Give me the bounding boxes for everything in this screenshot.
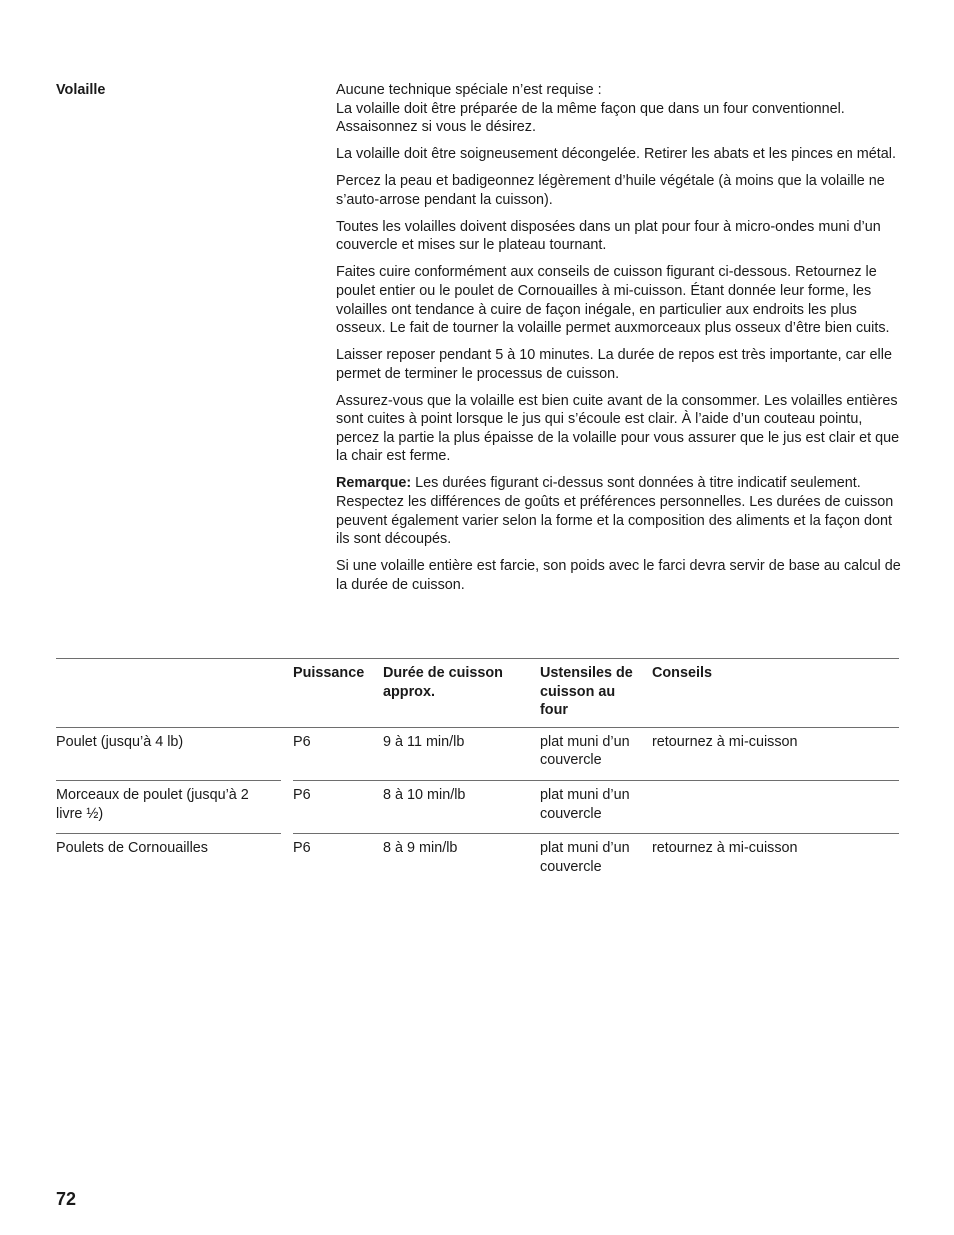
paragraph-rest: Laisser reposer pendant 5 à 10 minutes. La durée de repos est très importante, car elle permet de terminer le processus de cuisson. [336,347,892,382]
cooking-table-wrapper [56,658,899,886]
header-time: Durée de cuisson approx. [383,659,540,728]
row-power: P6 [293,727,383,780]
note-label: Remarque: [336,475,412,492]
header-utensil: Ustensiles de cuisson au four [540,659,652,728]
row-gap [281,780,293,833]
paragraph-thaw: La volaille doit être soigneusement décongelée. Retirer les abats et les pinces en métal. [336,146,896,163]
paragraph-doneness: Assurez-vous que la volaille est bien cuite avant de la consommer. Les volailles entières sont cuites à point lorsque le jus qui s’écoule est clair. À l’aide d’un couteau pointu, percez la partie la plus épaisse de la volaille pour vous assurer que le jus est clair et que la chair est ferme. [336,392,900,465]
intro-line-2: La volaille doit être préparée de la même façon que dans un four conventionnel. [336,100,845,117]
row-gap [281,834,293,887]
row-food: Poulets de Cornouailles [56,840,208,857]
paragraph-note [336,474,902,548]
section-title: Volaille [56,82,106,98]
paragraph-cooking: Faites cuire conformément aux conseils de cuisson figurant ci-dessous. Retournez le poulet entier ou le poulet de Cornouailles à mi-cuisson. Étant donnée leur forme, les volailles ont tendance à cuire de façon inégale, en particulier aux endroits les plus osseux. Le fait de tourner la volaille permet auxmorceaux plus osseux d’être bien cuits. [336,264,890,337]
paragraph-skin: Percez la peau et badigeonnez légèrement d’huile végétale (à moins que la volaille ne s’auto-arrose pendant la cuisson). [336,173,885,208]
cooking-table [56,658,899,886]
header-power: Puissance [293,659,383,728]
row-food: Morceaux de poulet (jusqu’à 2 livre ½) [56,780,281,833]
table-row [56,727,899,780]
table-header-row [56,659,899,728]
paragraph-dish: Toutes les volailles doivent disposées dans un plat pour four à micro-ondes muni d’un couvercle et mises sur le plateau tournant. [336,218,881,254]
paragraph-stuffed: Si une volaille entière est farcie, son poids avec le farci devra servir de base au calcul de la durée de cuisson. [336,558,901,593]
intro-line-1: Aucune technique spéciale n’est requise : [336,82,602,98]
row-utensil: plat muni d’un couvercle [540,840,630,875]
note-text: Les durées figurant ci-dessus sont données à titre indicatif seulement. Respectez les différences de goûts et préférences personnelles. Les durées de cuisson peuvent également varier selon la forme et la composition des aliments et la façon dont ils sont découpés. [336,475,894,548]
section-body [336,81,902,603]
header-gap [281,659,293,728]
row-power: P6 [293,780,383,833]
row-utensil: plat muni d’un couvercle [540,727,652,780]
row-food: Poulet (jusqu’à 4 lb) [56,727,281,780]
row-tips: retournez à mi-cuisson [652,840,798,857]
intro-line-3: Assaisonnez si vous le désirez. [336,119,536,136]
header-food [56,659,281,728]
header-tips: Conseils [652,659,899,728]
row-tips [652,780,899,833]
row-time: 8 à 9 min/lb [383,840,458,857]
row-gap [281,727,293,780]
table-row [56,834,899,887]
row-power: P6 [293,840,311,857]
row-tips: retournez à mi-cuisson [652,727,899,780]
paragraph-intro [336,81,902,137]
page-number: 72 [56,1189,77,1209]
table-row [56,780,899,833]
row-utensil: plat muni d’un couvercle [540,780,652,833]
row-time: 8 à 10 min/lb [383,780,540,833]
row-time: 9 à 11 min/lb [383,727,540,780]
